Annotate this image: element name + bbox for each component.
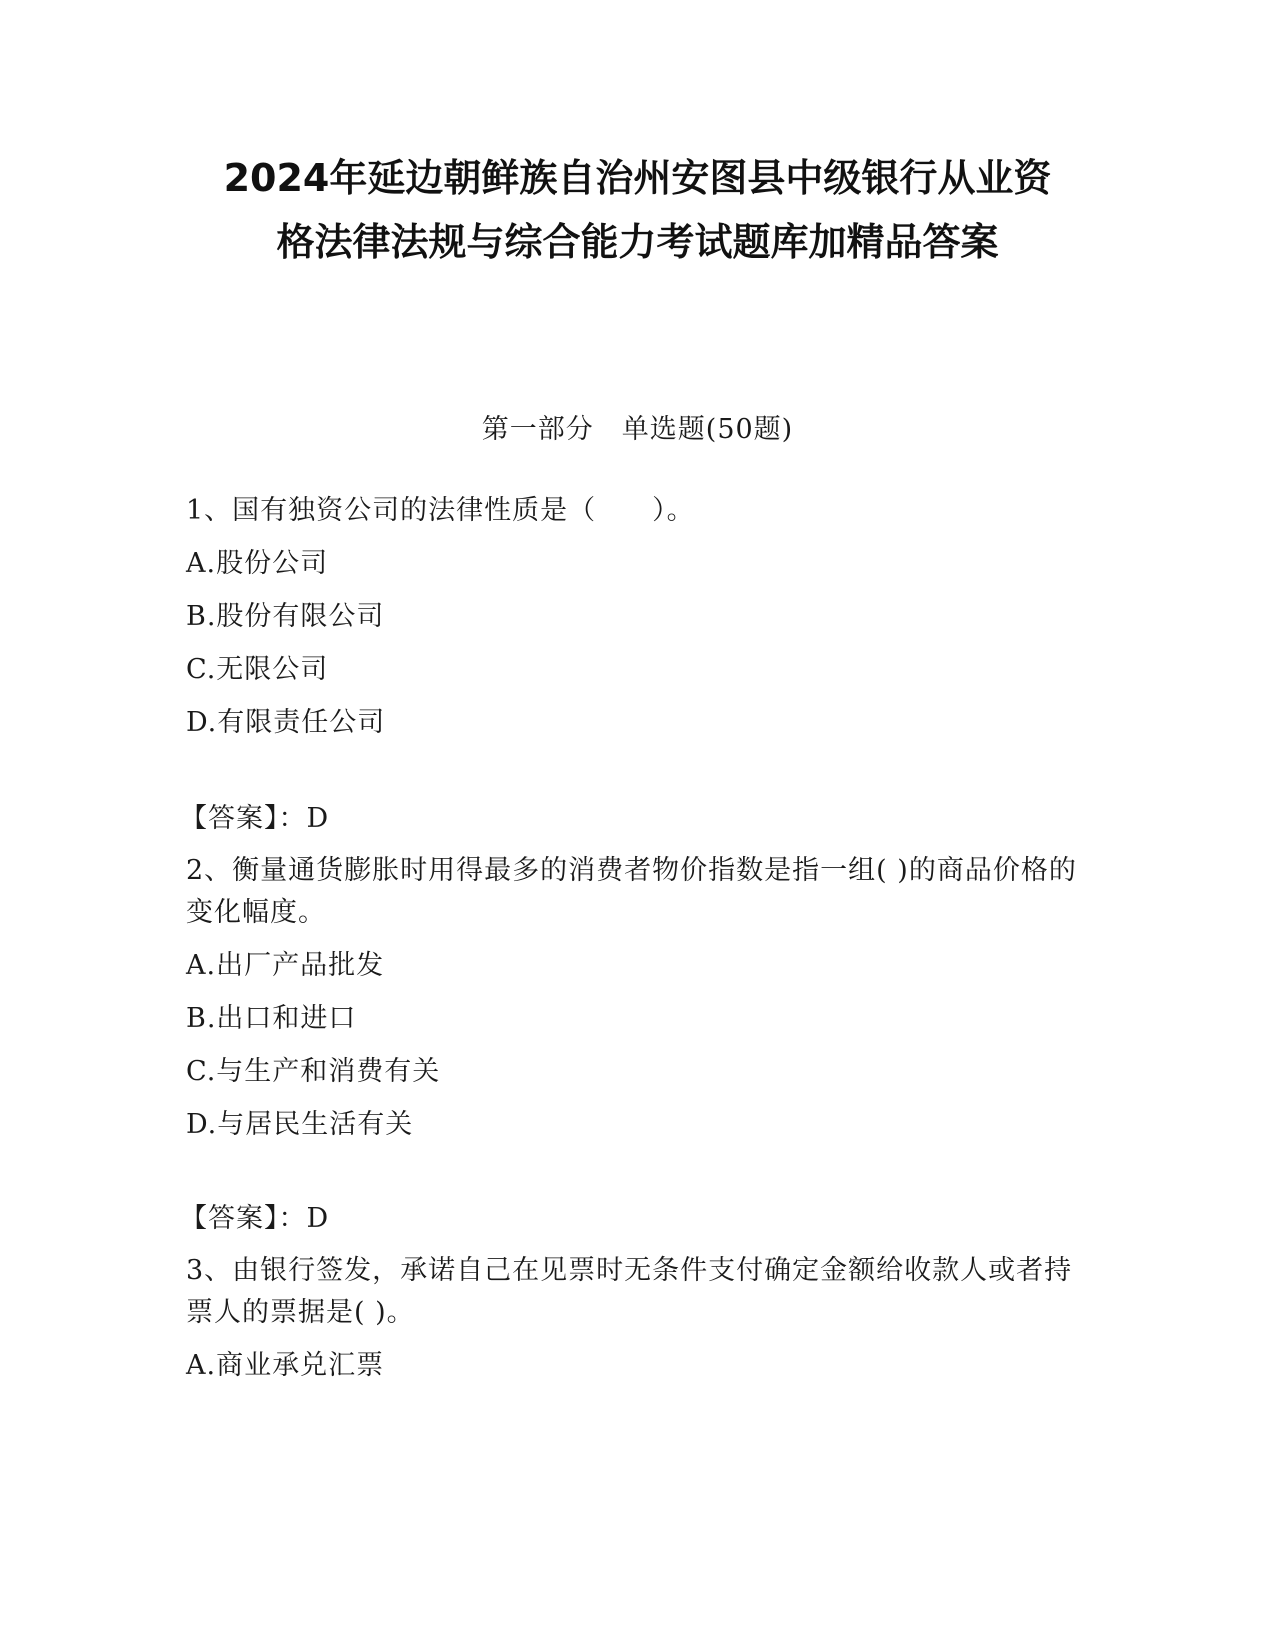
option-b: B.股份有限公司 [186, 601, 385, 632]
document-title-line-1: 2024年延边朝鲜族自治州安图县中级银行从业资 [223, 156, 1052, 200]
option-c: C.无限公司 [186, 654, 329, 685]
option-b: B.出口和进口 [186, 1003, 357, 1034]
option-a: A.商业承兑汇票 [186, 1350, 385, 1381]
option-a: A.股份公司 [186, 548, 329, 579]
question-1 [186, 490, 1086, 532]
section-heading: 第一部分 单选题(50题) [481, 414, 794, 445]
question-text: 2、衡量通货膨胀时用得最多的消费者物价指数是指一组( )的商品价格的变化幅度。 [186, 855, 1077, 928]
option-a: A.出厂产品批发 [186, 950, 385, 981]
question-3 [186, 1250, 1086, 1334]
question-text: 1、国有独资公司的法律性质是（ ）。 [186, 495, 695, 526]
option-c: C.与生产和消费有关 [186, 1056, 441, 1087]
question-text: 3、由银行签发，承诺自己在见票时无条件支付确定金额给收款人或者持票人的票据是( )。 [186, 1255, 1073, 1328]
question-2 [186, 850, 1086, 934]
option-d: D.有限责任公司 [186, 707, 386, 738]
answer-label: 【答案】：D [180, 803, 330, 834]
document-title-line-2: 格法律法规与综合能力考试题库加精品答案 [276, 220, 999, 264]
answer-label: 【答案】：D [180, 1203, 330, 1234]
option-d: D.与居民生活有关 [186, 1109, 414, 1140]
